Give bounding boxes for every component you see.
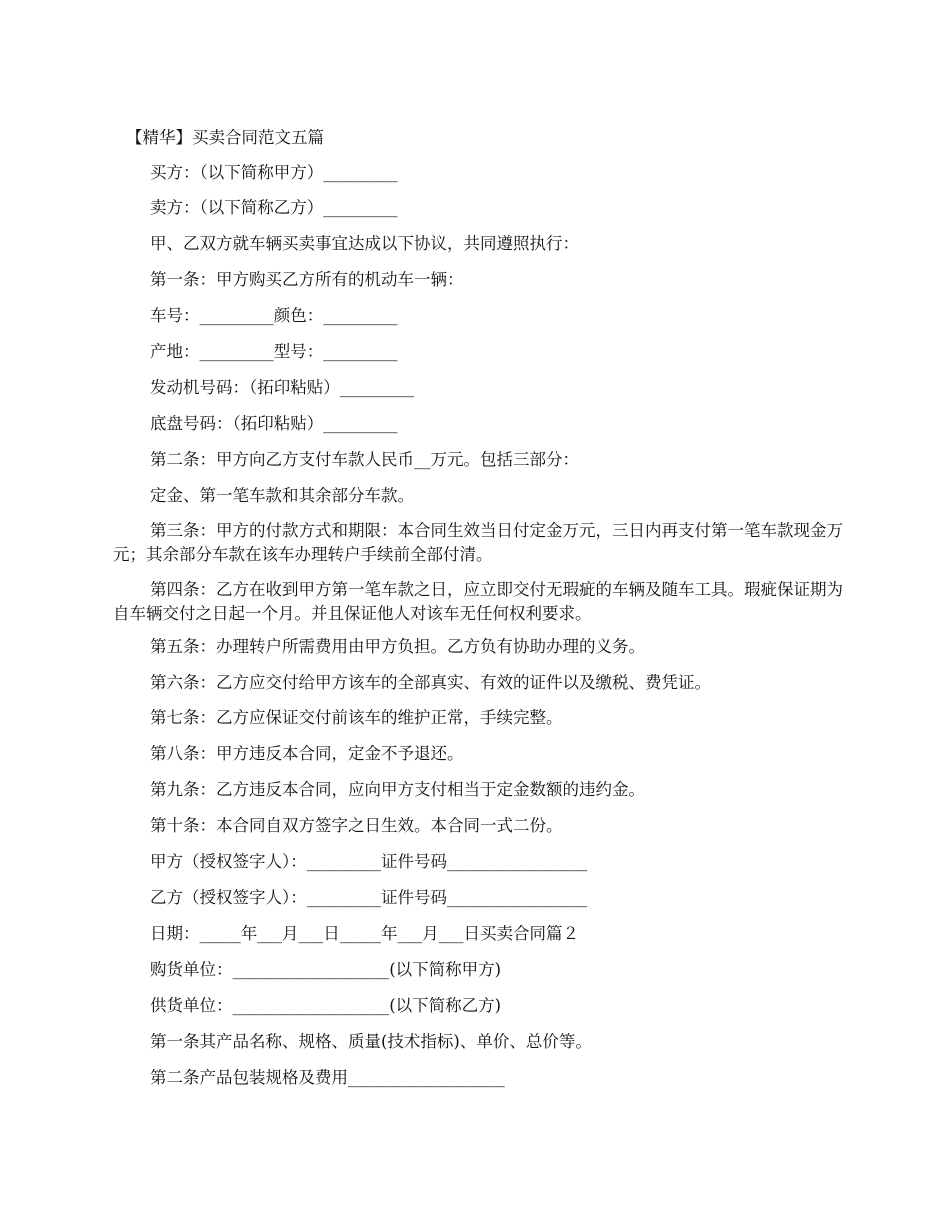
engine-number-line: 发动机号码：（拓印粘贴）_________ (150, 378, 414, 397)
article-2-packaging: 第二条产品包装规格及费用___________________ (150, 1068, 505, 1087)
article-4: 第四条：乙方在收到甲方第一笔车款之日，应立即交付无瑕疵的车辆及随车工具。瑕疵保证期为自车辆交付之日起一个月。并且保证他人对该车无任何权利要求。 (113, 580, 843, 623)
article-9: 第九条：乙方违反本合同，应向甲方支付相当于定金数额的违约金。 (150, 780, 645, 799)
plate-color-line: 车号：_________颜色：_________ (150, 306, 398, 325)
agreement-intro: 甲、乙双方就车辆买卖事宜达成以下协议，共同遵照执行： (150, 234, 579, 253)
party-a-signature-line: 甲方（授权签字人）：_________证件号码_________________ (150, 852, 588, 871)
article-1: 第一条：甲方购买乙方所有的机动车一辆： (150, 270, 464, 289)
seller-line: 卖方：（以下简称乙方）_________ (150, 198, 398, 217)
article-1-product: 第一条其产品名称、规格、质量(技术指标)、单价、总价等。 (150, 1032, 592, 1051)
purchaser-line: 购货单位：___________________(以下简称甲方) (150, 960, 502, 979)
chassis-number-line: 底盘号码：（拓印粘贴）_________ (150, 414, 398, 433)
origin-model-line: 产地：_________型号：_________ (150, 342, 398, 361)
buyer-line: 买方：（以下简称甲方）_________ (150, 163, 398, 182)
article-3: 第三条：甲方的付款方式和期限：本合同生效当日付定金万元，三日内再支付第一笔车款现金万元；其余部分车款在该车办理转户手续前全部付清。 (113, 521, 843, 564)
party-b-signature-line: 乙方（授权签字人）：_________证件号码_________________ (150, 888, 588, 907)
article-7: 第七条：乙方应保证交付前该车的维护正常，手续完整。 (150, 708, 563, 727)
supplier-line: 供货单位：___________________(以下简称乙方) (150, 996, 502, 1015)
article-2-detail: 定金、第一笔车款和其余部分车款。 (150, 486, 414, 505)
article-5: 第五条：办理转户所需费用由甲方负担。乙方负有协助办理的义务。 (150, 637, 645, 656)
article-2: 第二条：甲方向乙方支付车款人民币__万元。包括三部分： (150, 450, 579, 469)
article-10: 第十条：本合同自双方签字之日生效。本合同一式二份。 (150, 816, 563, 835)
article-8: 第八条：甲方违反本合同，定金不予退还。 (150, 744, 464, 763)
document-title: 【精华】买卖合同范文五篇 (126, 128, 324, 147)
article-6: 第六条：乙方应交付给甲方该车的全部真实、有效的证件以及缴税、费凭证。 (150, 673, 711, 692)
date-line: 日期：_____年___月___日_____年___月___日买卖合同篇２ (150, 924, 579, 943)
